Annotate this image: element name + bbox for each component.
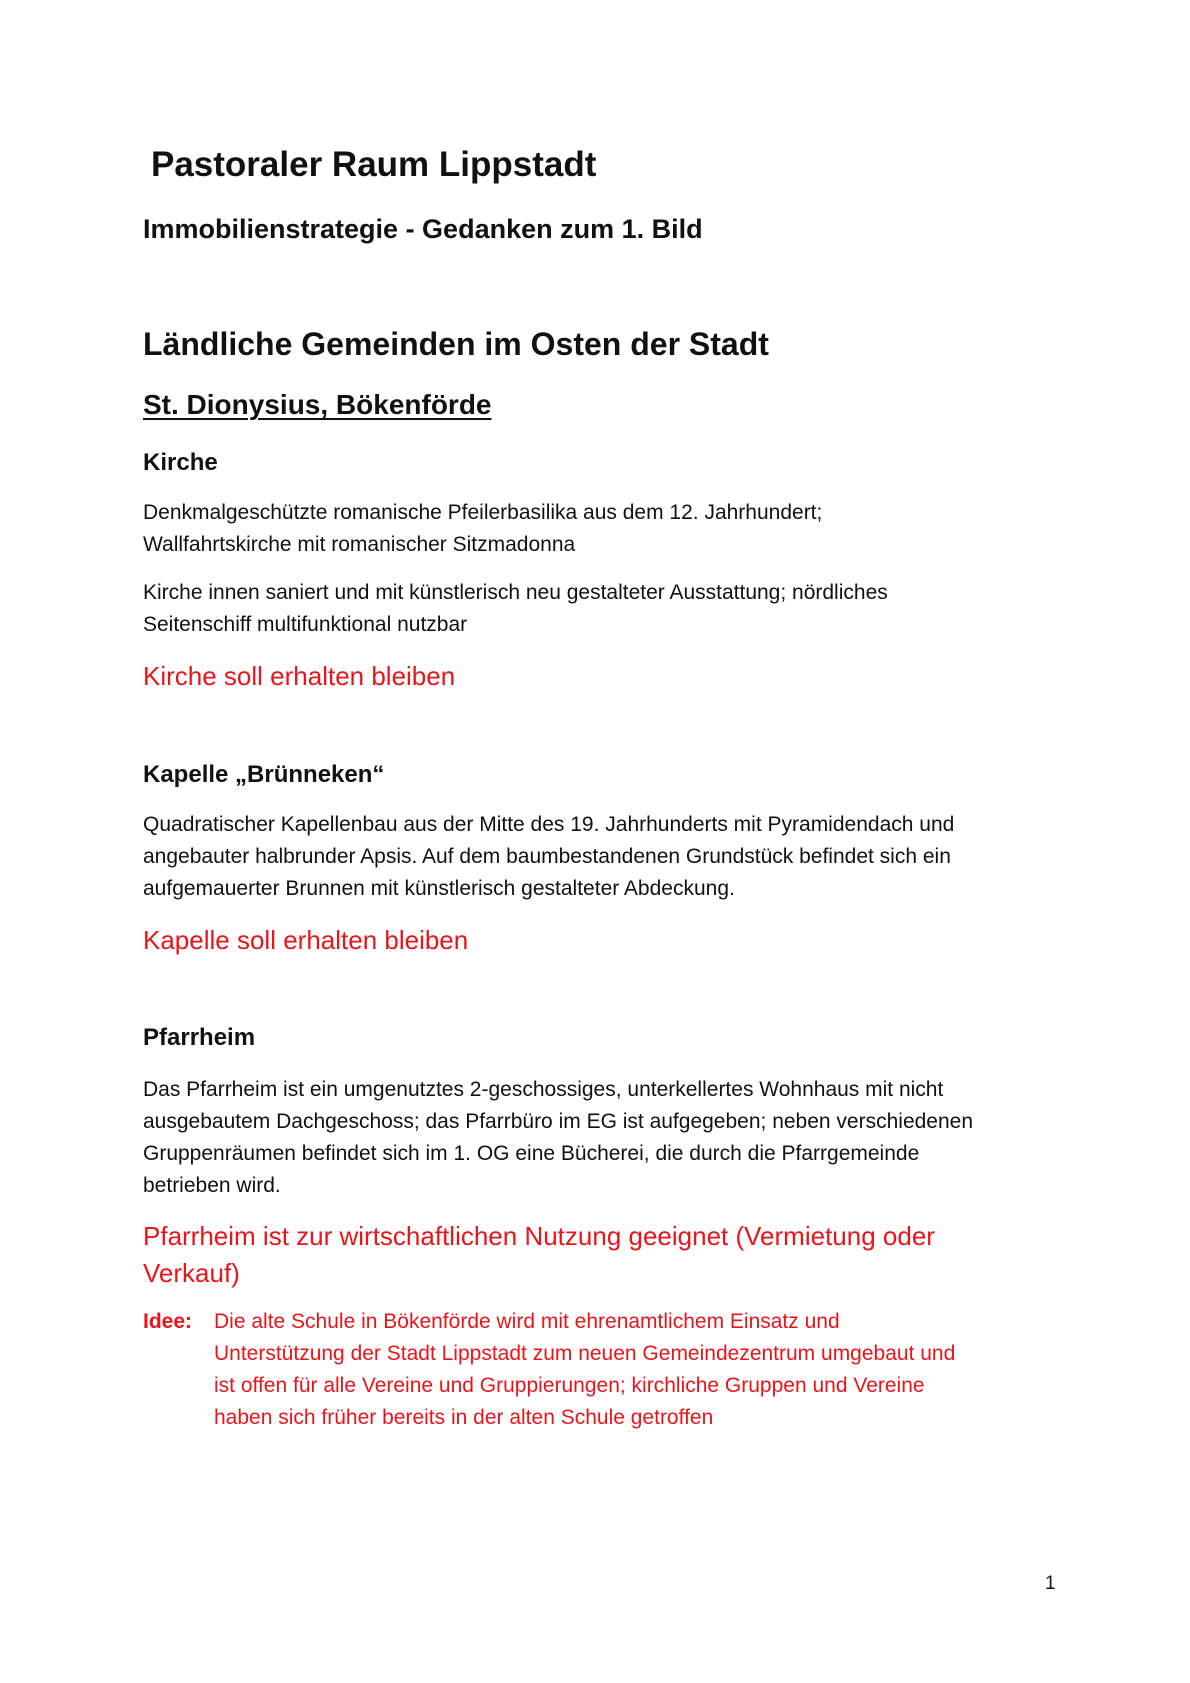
text-line: betrieben wird. — [143, 1174, 281, 1197]
text-line: Denkmalgeschützte romanische Pfeilerbasilika aus dem 12. Jahrhundert; — [143, 501, 823, 524]
kirche-paragraph-2 — [143, 577, 1063, 641]
text-line: Das Pfarrheim ist ein umgenutztes 2-geschossiges, unterkellertes Wohnhaus mit nicht — [143, 1078, 944, 1101]
parish-heading: St. Dionysius, Bökenförde — [143, 389, 492, 420]
text-line: Pfarrheim ist zur wirtschaftlichen Nutzung geeignet (Vermietung oder — [143, 1221, 935, 1251]
document-subtitle: Immobilienstrategie - Gedanken zum 1. Bild — [143, 214, 703, 244]
text-line: Seitenschiff multifunktional nutzbar — [143, 613, 468, 636]
kapelle-verdict: Kapelle soll erhalten bleiben — [143, 925, 469, 955]
text-line: Unterstützung der Stadt Lippstadt zum neuen Gemeindezentrum umgebaut und — [214, 1342, 956, 1365]
text-line: angebauter halbrunder Apsis. Auf dem baumbestandenen Grundstück befindet sich ein — [143, 845, 951, 868]
kapelle-paragraph — [143, 809, 1063, 905]
kirche-heading: Kirche — [143, 449, 218, 476]
text-line: aufgemauerter Brunnen mit künstlerisch gestalteter Abdeckung. — [143, 877, 735, 900]
text-line: Die alte Schule in Bökenförde wird mit ehrenamtlichem Einsatz und — [214, 1310, 840, 1333]
text-line: Kirche innen saniert und mit künstlerisch neu gestalteter Ausstattung; nördliches — [143, 581, 888, 604]
pfarrheim-paragraph — [143, 1074, 1063, 1202]
kirche-verdict: Kirche soll erhalten bleiben — [143, 661, 456, 691]
pfarrheim-heading: Pfarrheim — [143, 1024, 256, 1051]
text-line: Wallfahrtskirche mit romanischer Sitzmadonna — [143, 533, 576, 556]
text-line: Quadratischer Kapellenbau aus der Mitte des 19. Jahrhunderts mit Pyramidendach und — [143, 813, 955, 836]
idea-label: Idee: — [143, 1310, 193, 1333]
idea-text — [214, 1306, 1064, 1434]
text-line: ausgebautem Dachgeschoss; das Pfarrbüro im EG ist aufgegeben; neben verschiedenen — [143, 1110, 974, 1133]
page-number: 1 — [1045, 1573, 1056, 1594]
pfarrheim-verdict — [143, 1218, 1043, 1292]
text-line: ist offen für alle Vereine und Gruppierungen; kirchliche Gruppen und Vereine — [214, 1374, 925, 1397]
text-line: Gruppenräumen befindet sich im 1. OG eine Bücherei, die durch die Pfarrgemeinde — [143, 1142, 920, 1165]
kirche-paragraph-1 — [143, 497, 1063, 561]
region-heading: Ländliche Gemeinden im Osten der Stadt — [143, 326, 769, 362]
text-line: haben sich früher bereits in der alten Schule getroffen — [214, 1406, 714, 1429]
text-line: Verkauf) — [143, 1258, 240, 1288]
document-title: Pastoraler Raum Lippstadt — [151, 145, 597, 184]
kapelle-heading: Kapelle „Brünneken“ — [143, 761, 385, 788]
